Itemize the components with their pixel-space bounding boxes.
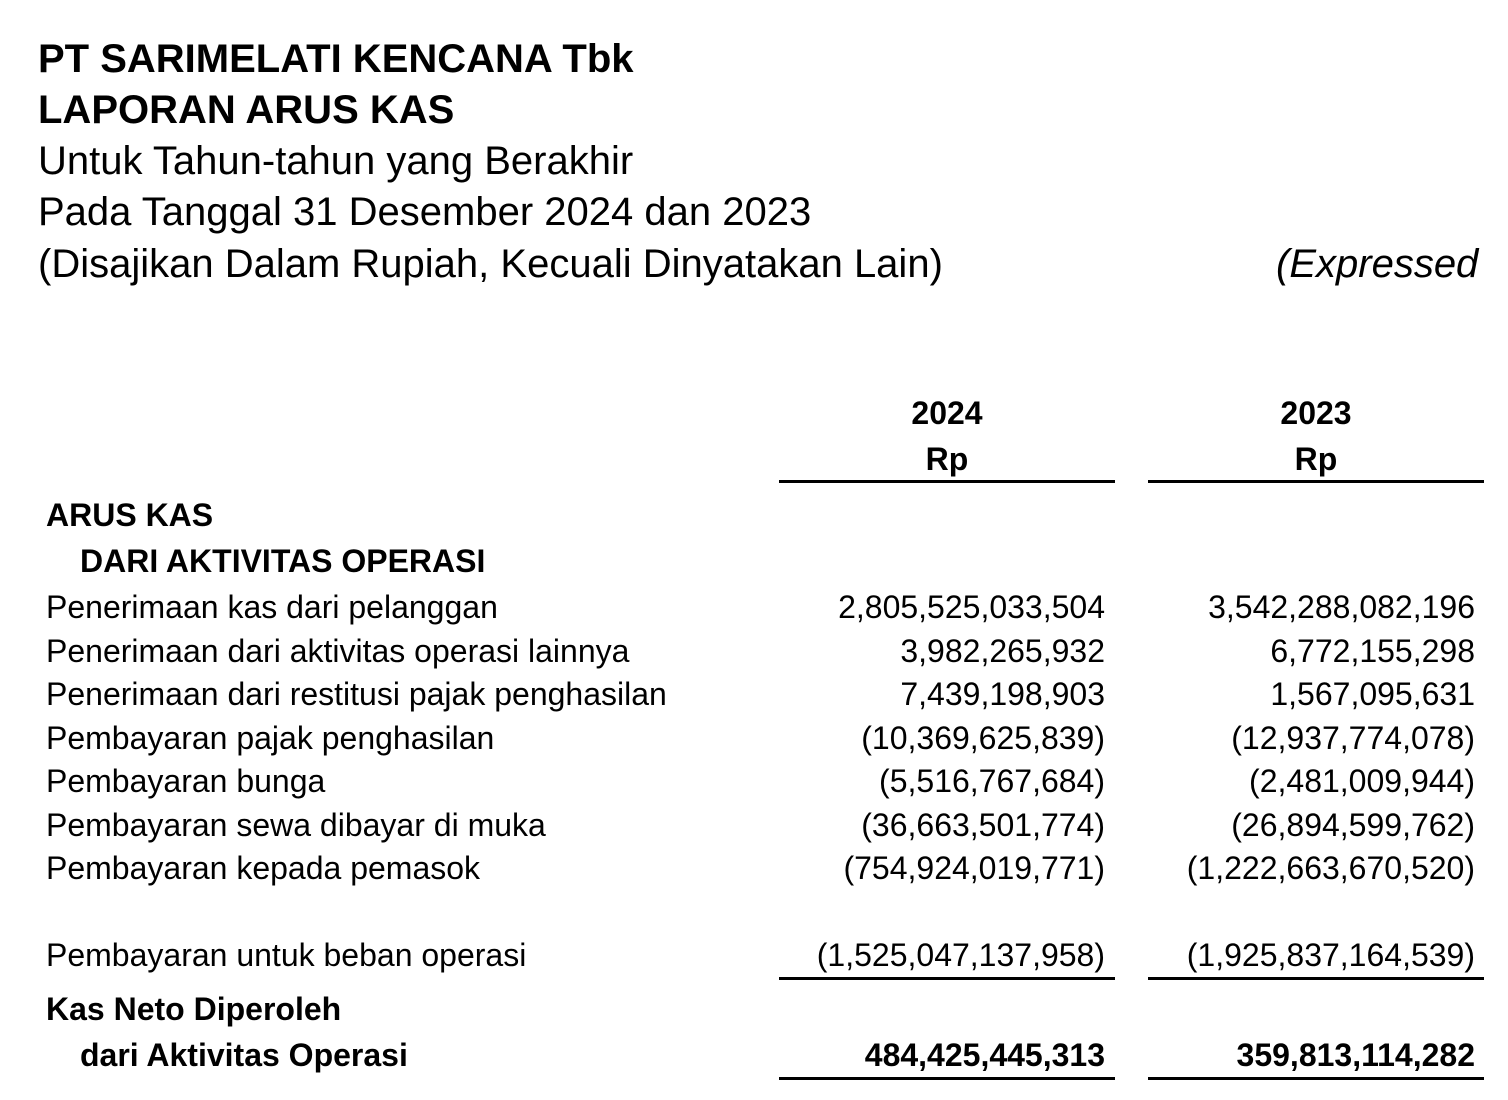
currency-note-english: (Expressed: [1276, 242, 1479, 286]
row-value-2024: (1,525,047,137,958): [816, 937, 1105, 973]
row-value-2023: (26,894,599,762): [1231, 807, 1475, 843]
row-value-2024: 2,805,525,033,504: [838, 589, 1105, 625]
column-unit-2023: Rp: [1294, 441, 1338, 477]
section-subtitle: DARI AKTIVITAS OPERASI: [80, 543, 486, 579]
row-value-2023: (1,222,663,670,520): [1186, 850, 1475, 886]
row-label: Pembayaran kepada pemasok: [46, 850, 481, 886]
row-value-2024: 7,439,198,903: [900, 676, 1105, 712]
total-label-line-2: dari Aktivitas Operasi: [80, 1037, 408, 1073]
row-label: Pembayaran pajak penghasilan: [46, 720, 495, 756]
row-label: Pembayaran bunga: [46, 763, 326, 799]
column-year-2024: 2024: [911, 395, 983, 431]
row-value-2024: (36,663,501,774): [861, 807, 1105, 843]
row-label: Penerimaan dari aktivitas operasi lainnya: [46, 633, 630, 669]
total-value-2024: 484,425,445,313: [864, 1037, 1105, 1073]
total-label-line-1: Kas Neto Diperoleh: [46, 991, 342, 1027]
row-label: Pembayaran untuk beban operasi: [46, 937, 527, 973]
total-rule-2023: [1148, 1077, 1484, 1080]
total-rule-2024: [779, 1077, 1115, 1080]
currency-note: (Disajikan Dalam Rupiah, Kecuali Dinyatakan Lain): [38, 242, 943, 286]
subtotal-rule-2024: [779, 977, 1115, 980]
company-name: PT SARIMELATI KENCANA Tbk: [38, 37, 634, 81]
row-value-2023: 3,542,288,082,196: [1208, 589, 1475, 625]
header-rule-2023: [1148, 480, 1484, 483]
row-value-2023: (12,937,774,078): [1231, 720, 1475, 756]
row-value-2023: 1,567,095,631: [1270, 676, 1475, 712]
row-label: Penerimaan dari restitusi pajak penghasilan: [46, 676, 667, 712]
row-value-2023: (2,481,009,944): [1249, 763, 1475, 799]
column-year-2023: 2023: [1280, 395, 1352, 431]
row-value-2024: (10,369,625,839): [861, 720, 1105, 756]
subtotal-rule-2023: [1148, 977, 1484, 980]
row-value-2024: (754,924,019,771): [843, 850, 1105, 886]
row-value-2024: (5,516,767,684): [879, 763, 1105, 799]
column-unit-2024: Rp: [925, 441, 969, 477]
column-header-2023: [1148, 390, 1484, 482]
section-title: ARUS KAS: [46, 497, 214, 533]
row-value-2023: 6,772,155,298: [1270, 633, 1475, 669]
column-header-2024: [779, 390, 1115, 482]
total-value-2023: 359,813,114,282: [1236, 1037, 1475, 1073]
row-label: Pembayaran sewa dibayar di muka: [46, 807, 546, 843]
row-value-2023: (1,925,837,164,539): [1186, 937, 1475, 973]
row-value-2024: 3,982,265,932: [900, 633, 1105, 669]
header-rule-2024: [779, 480, 1115, 483]
period-line-2: Pada Tanggal 31 Desember 2024 dan 2023: [38, 190, 812, 234]
row-label: Penerimaan kas dari pelanggan: [46, 589, 498, 625]
period-line-1: Untuk Tahun-tahun yang Berakhir: [38, 139, 634, 183]
report-title: LAPORAN ARUS KAS: [38, 88, 455, 132]
